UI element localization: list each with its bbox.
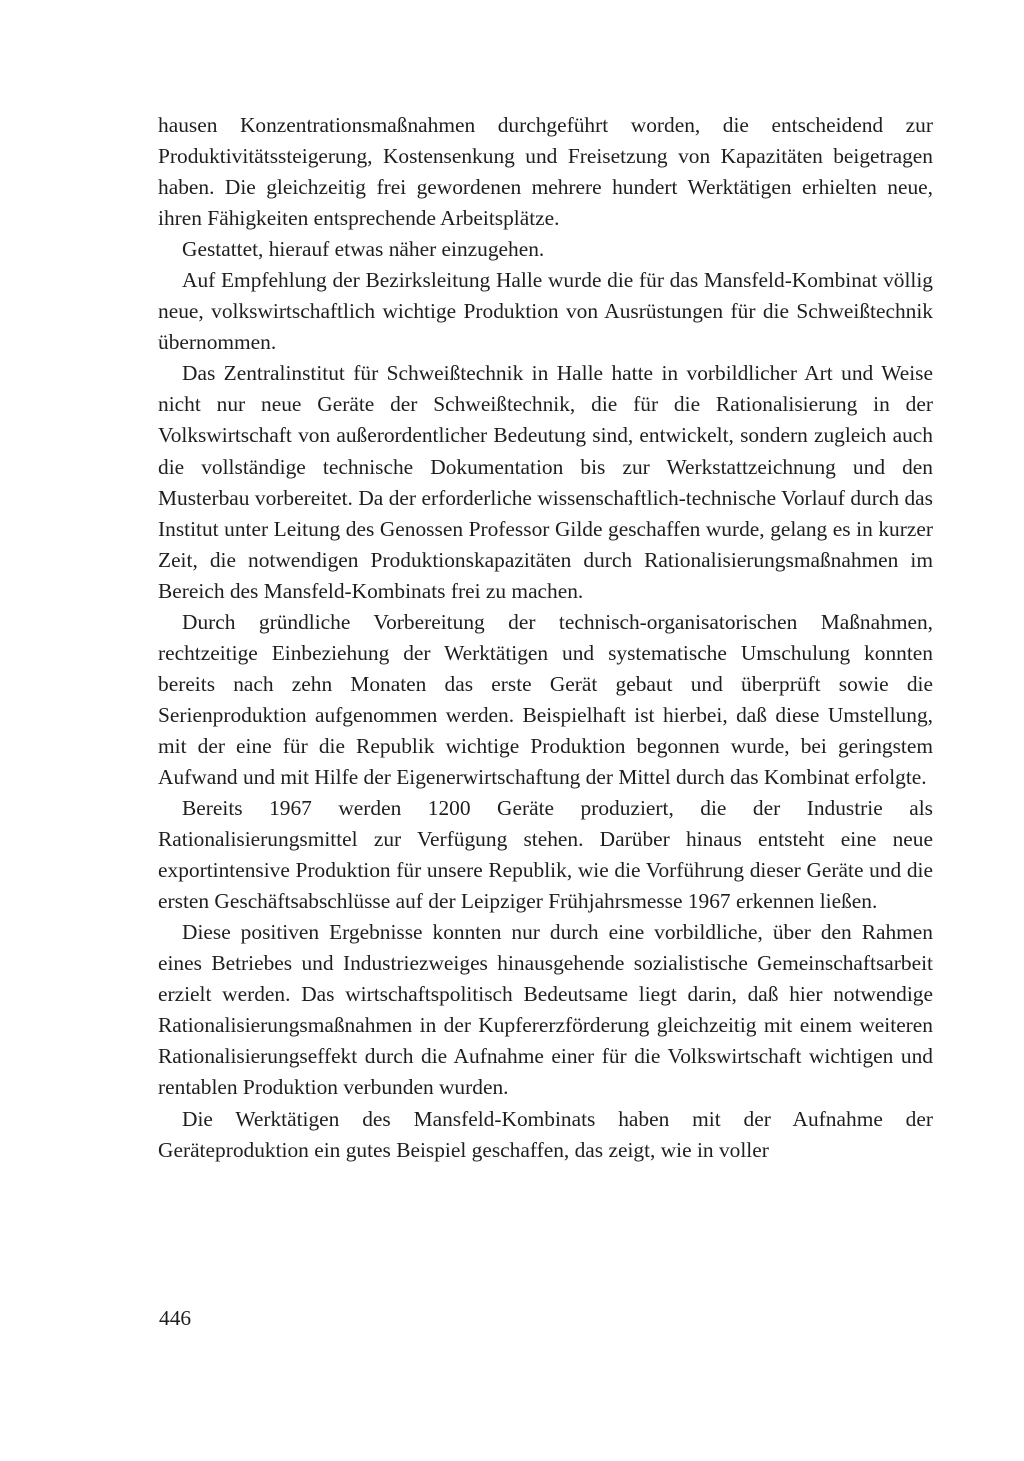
paragraph-8: Die Werktätigen des Mansfeld-Kombinats haben mit der Aufnahme der Geräteproduktion ein gutes Beispiel geschaffen, das zeigt, wie in voller — [158, 1106, 933, 1162]
paragraph-3: Auf Empfehlung der Bezirksleitung Halle wurde die für das Mansfeld-Kombinat völlig neue, volkswirtschaftlich wichtige Produktion von Ausrüstungen für die Schweißtechnik übernommen. — [158, 268, 933, 355]
page-number: 446 — [159, 1306, 192, 1330]
paragraph-2: Gestattet, hierauf etwas näher einzugehen. — [182, 237, 545, 262]
paragraph-5: Durch gründliche Vorbereitung der technisch-organisatorischen Maßnahmen, rechtzeitige Einbeziehung der Werktätigen und systematische Umschulung konnten bereits nach zehn Monaten das erste Gerät gebaut und überprüft sowie die Serienproduktion aufgenommen werden. Beispielhaft ist hierbei, daß diese Umstellung, mit der eine für die Republik wichtige Produktion begonnen wurde, bei geringstem Aufwand und mit Hilfe der Eigenerwirtschaftung der Mittel durch das Kombinat erfolgte. — [158, 609, 933, 789]
paragraph-1: hausen Konzentrationsmaßnahmen durchgeführt worden, die entscheidend zur Produktivitätssteigerung, Kostensenkung und Freisetzung von Kapazitäten beigetragen haben. Die gleichzeitig frei gewordenen mehrere hundert Werktätigen erhielten neue, ihren Fähigkeiten entsprechende Arbeitsplätze. — [158, 113, 933, 231]
paragraph-6: Bereits 1967 werden 1200 Geräte produziert, die der Industrie als Rationalisierungsmittel zur Verfügung stehen. Darüber hinaus entsteht eine neue exportintensive Produktion für unsere Republik, wie die Vorführung dieser Geräte und die ersten Geschäftsabschlüsse auf der Leipziger Frühjahrsmesse 1967 erkennen ließen. — [158, 796, 933, 914]
paragraph-4: Das Zentralinstitut für Schweißtechnik in Halle hatte in vorbildlicher Art und Weise nicht nur neue Geräte der Schweißtechnik, die für die Rationalisierung in der Volkswirtschaft von außerordentlicher Bedeutung sind, entwickelt, sondern zugleich auch die vollständige technische Dokumentation bis zur Werkstattzeichnung und den Musterbau vorbereitet. Da der erforderliche wissenschaftlich-technische Vorlauf durch das Institut unter Leitung des Genossen Professor Gilde geschaffen wurde, gelang es in kurzer Zeit, die notwendigen Produktionskapazitäten durch Rationalisierungsmaßnahmen im Bereich des Mansfeld-Kombinats frei zu machen. — [158, 361, 933, 603]
paragraph-7: Diese positiven Ergebnisse konnten nur durch eine vorbildliche, über den Rahmen eines Betriebes und Industriezweiges hinausgehende sozialistische Gemeinschaftsarbeit erzielt werden. Das wirtschaftspolitisch Bedeutsame liegt darin, daß hier notwendige Rationalisierungsmaßnahmen in der Kupfererzförderung gleichzeitig mit einem weiteren Rationalisierungseffekt durch die Aufnahme einer für die Volkswirtschaft wichtigen und rentablen Produktion verbunden wurden. — [158, 920, 933, 1100]
body-text — [158, 110, 933, 1166]
